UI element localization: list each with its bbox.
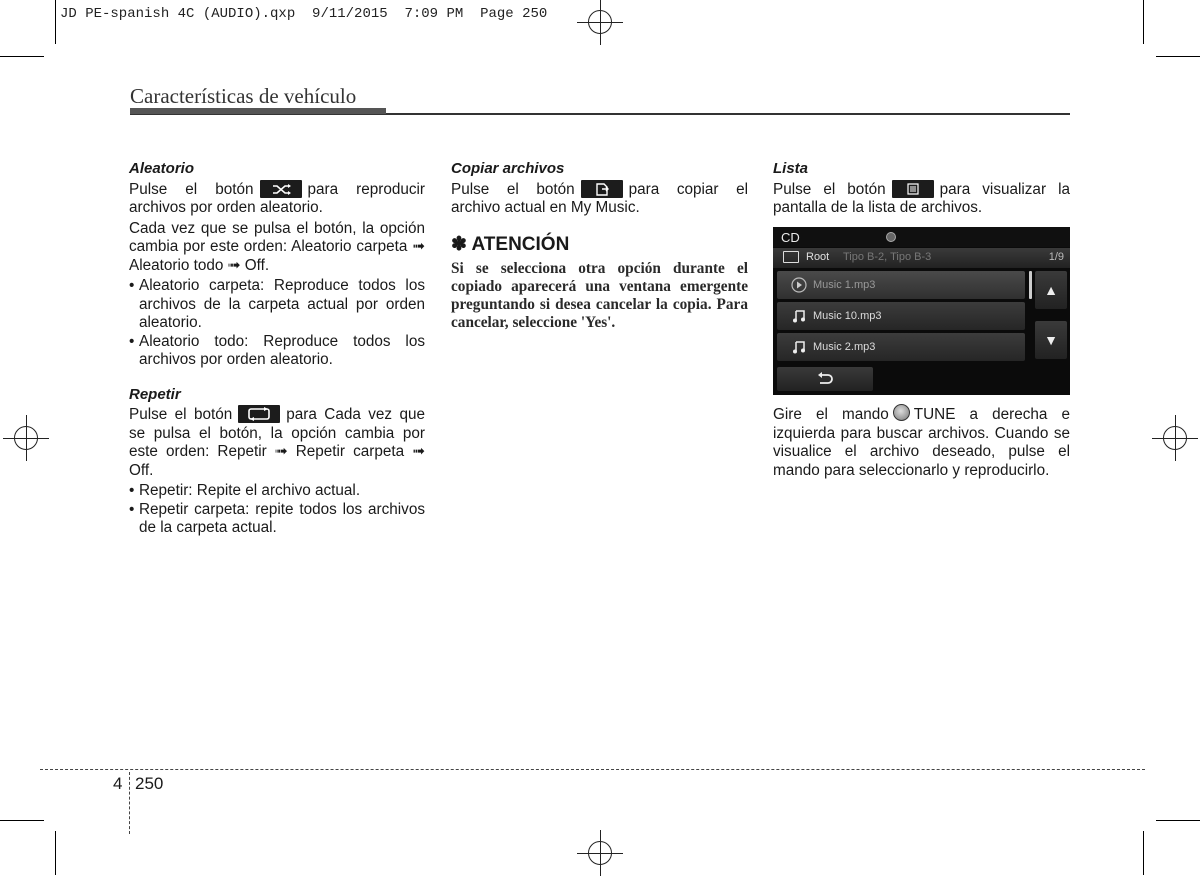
source-label: CD — [781, 230, 800, 245]
text: para copiar el archivo actual en My Music. — [451, 180, 749, 217]
scrollbar-thumb[interactable] — [1029, 271, 1032, 299]
disc-indicator-icon — [886, 232, 896, 242]
header-rule-accent — [130, 108, 386, 114]
crop-mark — [1143, 831, 1144, 875]
notice-body: Si se selecciona otra opción durante el copiado aparecerá una ventana emergente preguntando si desea cancelar la copia. Para cancelar, seleccione 'Yes'. — [451, 260, 748, 332]
crop-mark — [1143, 0, 1144, 44]
bullet-icon: • — [129, 277, 135, 295]
scroll-up-button[interactable]: ▲ — [1035, 271, 1067, 309]
list-item[interactable] — [777, 302, 1025, 330]
chapter-number: 4 — [113, 774, 123, 793]
text: Pulse el botón — [773, 180, 886, 198]
list-item — [129, 501, 425, 538]
path-ghost-text: Tipo B-2, Tipo B-3 — [843, 251, 932, 263]
text: Gire el mando — [773, 406, 889, 423]
subheading-aleatorio: Aleatorio — [129, 160, 195, 177]
column-3 — [773, 160, 1070, 220]
crop-mark — [1156, 820, 1200, 821]
section-title: Características de vehículo — [130, 84, 357, 108]
scroll-down-button[interactable]: ▼ — [1035, 321, 1067, 359]
text: TUNE a derecha e izquierda para buscar archivos. Cuando se visualice el archivo deseado, pulse el mando para seleccionarlo y reproducirlo. — [773, 406, 1071, 479]
list-item — [129, 482, 425, 501]
paragraph — [773, 181, 1070, 218]
file-count: 1/9 — [1048, 251, 1064, 263]
footer-rule — [40, 769, 1145, 770]
text: Pulse el botón — [451, 180, 575, 198]
print-slug: JD PE-spanish 4C (AUDIO).qxp 9/11/2015 7:09 PM Page 250 — [60, 6, 548, 22]
text: Pulse el botón — [129, 406, 233, 424]
text: para visualizar la pantalla de la lista de archivos. — [773, 180, 1071, 217]
subheading-repetir: Repetir — [129, 385, 181, 403]
registration-mark-icon — [588, 841, 612, 865]
crop-mark — [0, 56, 44, 57]
bullet-icon: • — [129, 500, 135, 518]
paragraph — [773, 406, 1070, 480]
cd-list-screen — [773, 227, 1070, 395]
paragraph — [451, 181, 748, 218]
shuffle-button-icon — [260, 180, 302, 198]
back-button[interactable] — [777, 367, 873, 391]
bullet-icon: • — [129, 332, 135, 350]
text: para reproducir archivos por orden aleatorio. — [129, 180, 426, 217]
music-note-icon — [791, 339, 807, 358]
paragraph — [129, 406, 425, 480]
column-2 — [451, 160, 748, 332]
list-item[interactable] — [777, 333, 1025, 361]
copy-button-icon — [581, 180, 623, 198]
bullet-icon: • — [129, 482, 135, 500]
repeat-button-icon — [238, 405, 280, 423]
play-icon — [791, 277, 807, 296]
screen-status-bar — [773, 227, 1070, 247]
paragraph — [129, 181, 425, 218]
text: Pulse el botón — [129, 180, 254, 198]
crop-mark — [0, 820, 44, 821]
list-item[interactable] — [777, 271, 1025, 299]
text: Repetir carpeta: repite todos los archivos de la carpeta actual. — [139, 500, 425, 537]
footer-divider — [129, 772, 130, 834]
folder-icon — [783, 251, 799, 263]
page-number: 250 — [135, 774, 164, 793]
column-3-continued — [773, 406, 1070, 482]
crop-mark — [55, 831, 56, 875]
list-item — [129, 277, 425, 333]
notice-title: ✽ ATENCIÓN — [451, 233, 570, 255]
folder-name: Root — [806, 251, 830, 263]
text: Aleatorio todo: Reproduce todos los archivos por orden aleatorio. — [139, 332, 425, 369]
file-name: Music 2.mp3 — [813, 341, 876, 353]
back-arrow-icon — [815, 371, 835, 387]
music-note-icon — [791, 308, 807, 327]
folder-path-bar — [773, 248, 1070, 268]
registration-mark-icon — [1163, 426, 1187, 450]
registration-mark-icon — [588, 10, 612, 34]
crop-mark — [1156, 56, 1200, 57]
list-item — [129, 333, 425, 370]
column-1 — [129, 160, 425, 538]
text: para Cada vez que se pulsa el botón, la opción cambia por este orden: Repetir ➟ Repetir carpeta ➟ Off. — [129, 406, 425, 479]
file-name: Music 1.mp3 — [813, 279, 876, 291]
list-button-icon — [892, 180, 934, 198]
text: Repetir: Repite el archivo actual. — [139, 482, 361, 500]
registration-mark-icon — [14, 426, 38, 450]
crop-mark — [55, 0, 56, 44]
tune-knob-icon — [893, 404, 910, 421]
file-name: Music 10.mp3 — [813, 310, 882, 322]
subheading-lista: Lista — [773, 160, 809, 177]
paragraph: Cada vez que se pulsa el botón, la opción cambia por este orden: Aleatorio carpeta ➟ Aleatorio todo ➟ Off. — [129, 219, 425, 274]
subheading-copiar: Copiar archivos — [451, 160, 565, 177]
text: Aleatorio carpeta: Reproduce todos los archivos de la carpeta actual por orden aleatorio. — [139, 277, 425, 332]
